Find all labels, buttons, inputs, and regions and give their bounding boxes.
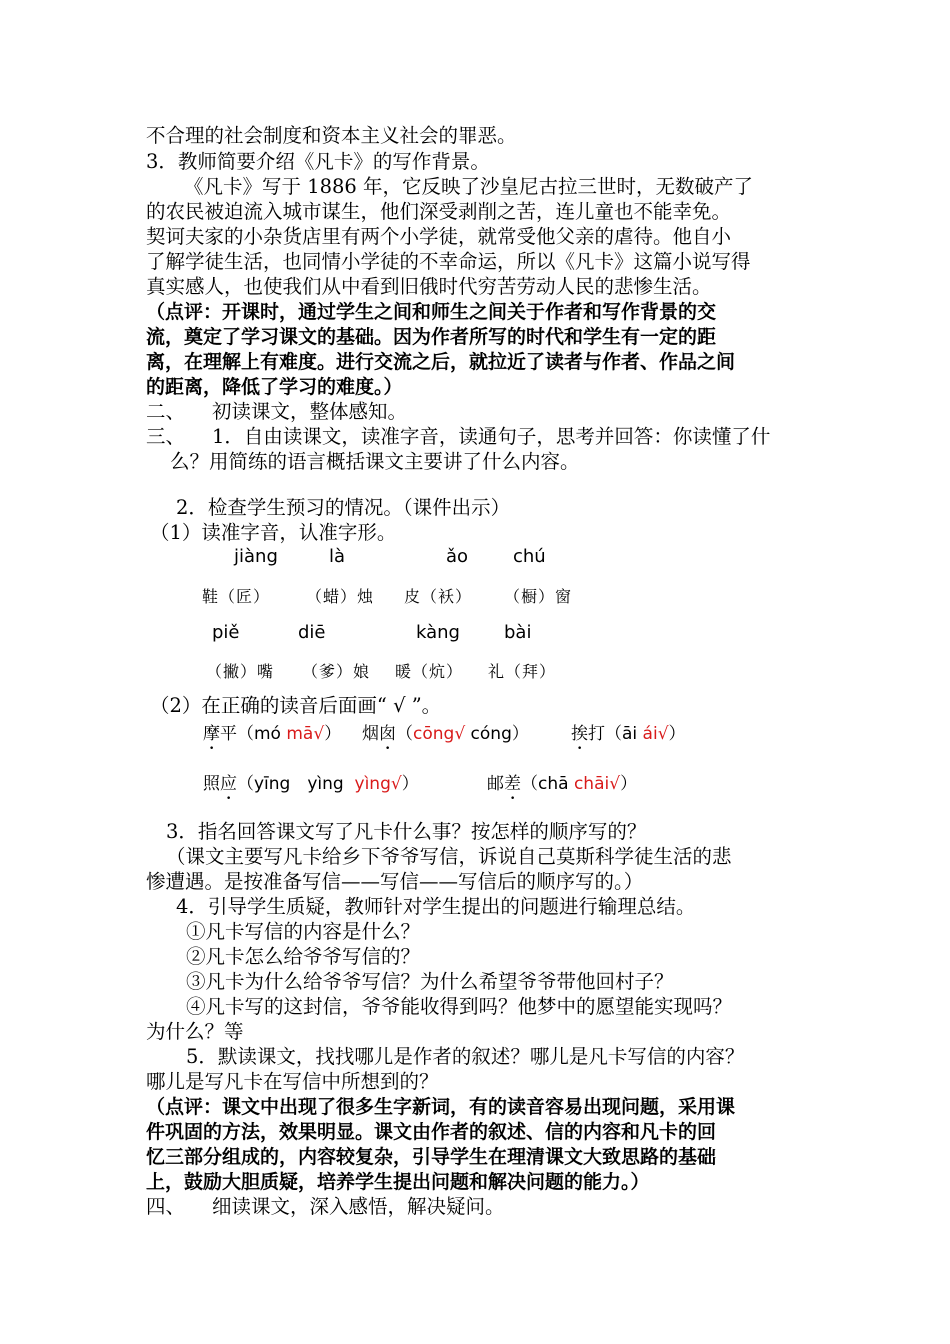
tone-item: 摩平（mó mā√） [203, 724, 342, 744]
text-line: 5．默读课文，找找哪儿是作者的叙述？哪儿是凡卡写信的内容？ [186, 1045, 745, 1068]
char-word: （爹）娘 [302, 662, 371, 681]
pinyin: diē [298, 622, 326, 643]
pinyin: piě [212, 622, 240, 643]
text-line: （2）在正确的读音后面画“ √ ”。 [150, 694, 442, 717]
text-line: 1．自由读课文，读准字音，读通句子，思考并回答：你读懂了什 [212, 425, 771, 448]
section-number: 四、 [146, 1195, 186, 1218]
char-word: 礼（拜） [488, 662, 557, 681]
char-word: 鞋（匠） [202, 587, 271, 606]
text-line: 2．检查学生预习的情况。（课件出示） [176, 496, 511, 519]
comment-line: （点评：开课时，通过学生之间和师生之间关于作者和写作背景的交 [146, 301, 717, 323]
text-line: 不合理的社会制度和资本主义社会的罪恶。 [146, 124, 517, 147]
text-line: 的农民被迫流入城市谋生，他们深受剥削之苦，连儿童也不能幸免。 [146, 200, 732, 223]
tone-item: 照应（yīng yìng yìng√） [203, 774, 419, 794]
char-word: （撇）嘴 [206, 662, 275, 681]
comment-line: 件巩固的方法，效果明显。课文由作者的叙述、信的内容和凡卡的回 [146, 1121, 717, 1143]
heading-background: 3．教师简要介绍《凡卡》的写作背景。 [146, 150, 490, 173]
tone-item: 邮差（chā chāi√） [487, 774, 638, 794]
comment-line: 上，鼓励大胆质疑，培养学生提出问题和解决问题的能力。） [146, 1171, 650, 1193]
comment-line: 忆三部分组成的，内容较复杂，引导学生在理清课文大致思路的基础 [146, 1146, 717, 1168]
pinyin: chú [513, 546, 546, 567]
text-line: 了解学徒生活，也同情小学徒的不幸命运，所以《凡卡》这篇小说写得 [146, 250, 751, 273]
char-word: 皮（袄） [404, 587, 473, 606]
section-heading: 细读课文，深入感悟，解决疑问。 [212, 1195, 505, 1218]
section-number: 二、 [146, 400, 186, 423]
question-item: ④凡卡写的这封信，爷爷能收得到吗？他梦中的愿望能实现吗？ [186, 995, 733, 1018]
text-line: 为什么？等 [146, 1020, 244, 1043]
tone-item: 烟囱（cōng√ cóng） [362, 724, 529, 744]
pinyin: bài [504, 622, 532, 643]
text-line: 3．指名回答课文写了凡卡什么事？按怎样的顺序写的？ [166, 820, 647, 843]
text-line: 惨遭遇。是按准备写信——写信——写信后的顺序写的。） [146, 870, 644, 893]
tone-item: 挨打（āi ái√） [571, 724, 686, 744]
text-line: 真实感人，也使我们从中看到旧俄时代穷苦劳动人民的悲惨生活。 [146, 275, 712, 298]
question-item: ①凡卡写信的内容是什么？ [186, 920, 421, 943]
pinyin: jiàng [234, 546, 278, 567]
char-word: （蜡）烛 [306, 587, 375, 606]
text-line: 哪儿是写凡卡在写信中所想到的？ [146, 1070, 439, 1093]
text-line: 契诃夫家的小杂货店里有两个小学徒，就常受他父亲的虐待。他自小 [146, 225, 732, 248]
section-number: 三、 [146, 425, 186, 448]
char-word: 暖（炕） [395, 662, 464, 681]
question-item: ②凡卡怎么给爷爷写信的？ [186, 945, 421, 968]
text-line: （课文主要写凡卡给乡下爷爷写信，诉说自己莫斯科学徒生活的悲 [166, 845, 732, 868]
pinyin: kàng [416, 622, 460, 643]
text-line: 《凡卡》写于 1886 年，它反映了沙皇尼古拉三世时，无数破产了 [184, 175, 754, 198]
pinyin: là [329, 546, 346, 567]
question-item: ③凡卡为什么给爷爷写信？为什么希望爷爷带他回村子？ [186, 970, 674, 993]
text-line: 么？用简练的语言概括课文主要讲了什么内容。 [170, 450, 580, 473]
char-word: （橱）窗 [504, 587, 573, 606]
comment-line: 流，奠定了学习课文的基础。因为作者所写的时代和学生有一定的距 [146, 326, 717, 348]
pinyin: ǎo [446, 546, 469, 567]
comment-line: （点评：课文中出现了很多生字新词，有的读音容易出现问题，采用课 [146, 1096, 736, 1118]
section-heading: 初读课文，整体感知。 [212, 400, 408, 423]
comment-line: 的距离，降低了学习的难度。） [146, 376, 403, 398]
text-line: （1）读准字音，认准字形。 [150, 521, 397, 544]
text-line: 4．引导学生质疑，教师针对学生提出的问题进行输理总结。 [176, 895, 696, 918]
comment-line: 离，在理解上有难度。进行交流之后，就拉近了读者与作者、作品之间 [146, 351, 736, 373]
